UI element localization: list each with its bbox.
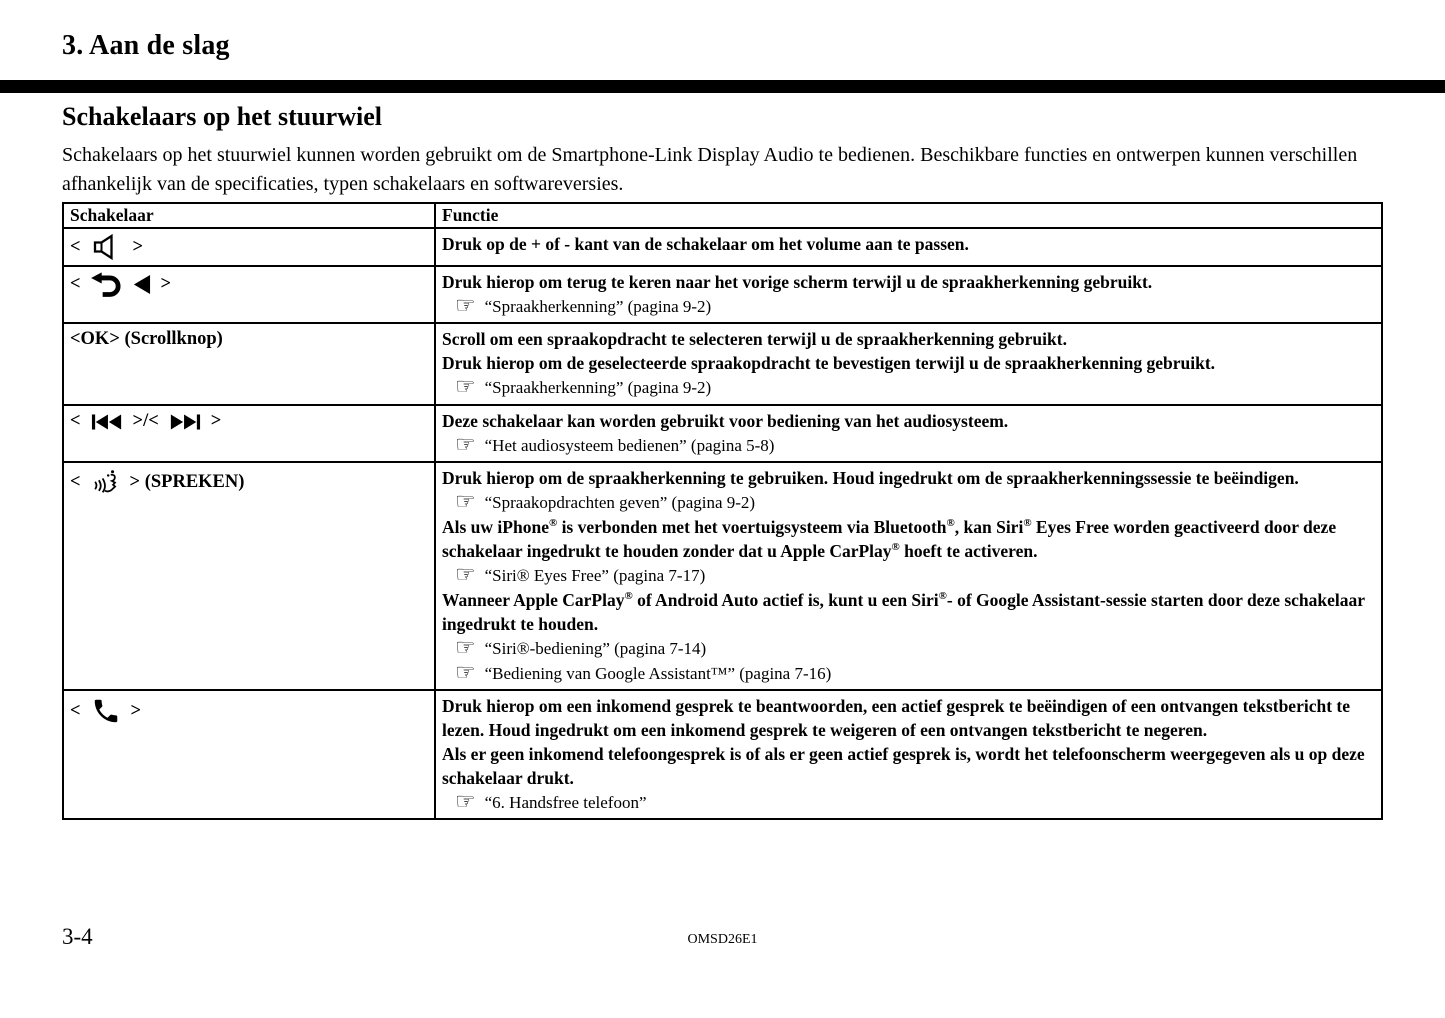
switch-label-text: < (70, 411, 81, 431)
speak-icon (91, 468, 120, 496)
function-cell (435, 405, 1382, 462)
pointing-hand-icon: ☞ (455, 374, 476, 400)
function-text: Als er geen inkomend telefoongesprek is of als er geen actief gesprek is, wordt het telefoonscherm weergegeven als u op deze schakelaar drukt. (442, 744, 1365, 788)
switch-label-text: > (210, 411, 222, 431)
table-row (63, 405, 1382, 462)
reference-text: “Bediening van Google Assistant™” (pagina 7-16) (484, 664, 832, 683)
column-header-function: Functie (435, 203, 1382, 228)
switch-label-text: < (70, 274, 81, 294)
table-row (63, 323, 1382, 405)
switch-cell-content (70, 327, 428, 350)
switch-cell-content (70, 270, 428, 297)
intro-paragraph: Schakelaars op het stuurwiel kunnen worden gebruikt om de Smartphone-Link Display Audio te bedienen. Beschikbare functies en ontwerpen kunnen verschillen afhankelijk van de specificaties, typen schakelaars en softwareversies. (62, 144, 1358, 195)
reference-line (442, 375, 1375, 400)
reference-text: “Spraakherkenning” (pagina 9-2) (484, 378, 712, 397)
reference-line (442, 490, 1375, 515)
function-text: Scroll om een spraakopdracht te selecteren terwijl u de spraakherkenning gebruikt. (442, 329, 1067, 349)
switch-label-text: < (70, 471, 81, 492)
switch-cell-content (70, 694, 428, 726)
table-row (63, 228, 1382, 266)
reference-text: “Spraakherkenning” (pagina 9-2) (484, 297, 712, 316)
switch-label-text: <OK> (Scrollknop) (70, 329, 223, 349)
reference-line (442, 294, 1375, 319)
switch-cell (63, 690, 435, 819)
function-text: Druk hierop om de geselecteerde spraakopdracht te bevestigen terwijl u de spraakherkenning gebruikt. (442, 353, 1216, 373)
reference-text: “6. Handsfree telefoon” (484, 793, 647, 812)
switch-label-text: > (160, 274, 172, 294)
chapter-divider-bar (0, 80, 1445, 93)
pointing-hand-icon: ☞ (455, 293, 476, 319)
prev-track-icon (91, 413, 123, 431)
pointing-hand-icon: ☞ (455, 432, 476, 458)
function-cell (435, 266, 1382, 323)
function-text: Als uw iPhone® is verbonden met het voertuigsysteem via Bluetooth®, kan Siri® Eyes Free worden geactiveerd door deze schakelaar ingedrukt te houden zonder dat u Apple CarPlay® hoeft te activeren. (442, 517, 1337, 561)
reference-line (442, 563, 1375, 588)
next-track-icon (169, 413, 201, 431)
chapter-title: 3. Aan de slag (62, 30, 230, 61)
switch-label-text: >/< (132, 411, 159, 431)
left-triangle-icon (132, 274, 151, 295)
pointing-hand-icon: ☞ (455, 660, 476, 686)
reference-line (442, 433, 1375, 458)
function-cell (435, 228, 1382, 266)
function-text: Wanneer Apple CarPlay® of Android Auto actief is, kunt u een Siri®- of Google Assistant-sessie starten door deze schakelaar ingedrukt te houden. (442, 590, 1365, 634)
function-text: Druk hierop om terug te keren naar het vorige scherm terwijl u de spraakherkenning gebruikt. (442, 272, 1153, 292)
switch-label-text: < (70, 700, 81, 721)
phone-icon (91, 696, 121, 726)
switch-cell (63, 323, 435, 405)
switch-cell-content (70, 409, 428, 432)
reference-text: “Spraakopdrachten geven” (pagina 9-2) (484, 493, 756, 512)
pointing-hand-icon: ☞ (455, 789, 476, 815)
table-row (63, 690, 1382, 819)
page-number: 3-4 (62, 924, 93, 949)
switch-label-text: > (132, 236, 144, 257)
document-code: OMSD26E1 (687, 932, 758, 947)
function-cell (435, 462, 1382, 690)
table-row (63, 266, 1382, 323)
function-cell (435, 323, 1382, 405)
function-text: Druk hierop om een inkomend gesprek te beantwoorden, een actief gesprek te beëindigen of een ontvangen tekstbericht te lezen. Houd ingedrukt om een inkomend gesprek te weigeren of een ontvangen tekstbericht te negeren. (442, 696, 1350, 740)
table-header-row (63, 203, 1382, 228)
switch-label-text: > (SPREKEN) (129, 471, 245, 492)
steering-wheel-switch-table (62, 202, 1383, 820)
reference-text: “Siri®-bediening” (pagina 7-14) (484, 639, 707, 658)
function-cell (435, 690, 1382, 819)
switch-label-text: < (70, 236, 81, 257)
switch-cell-content (70, 466, 428, 496)
reference-text: “Siri® Eyes Free” (pagina 7-17) (484, 566, 706, 585)
pointing-hand-icon: ☞ (455, 489, 476, 515)
pointing-hand-icon: ☞ (455, 635, 476, 661)
reference-line (442, 636, 1375, 661)
switch-label-text: > (130, 700, 142, 721)
table-row (63, 462, 1382, 690)
function-text: Deze schakelaar kan worden gebruikt voor bediening van het audiosysteem. (442, 411, 1009, 431)
switch-cell-content (70, 232, 428, 260)
function-text: Druk op de + of - kant van de schakelaar om het volume aan te passen. (442, 234, 969, 254)
return-arrow-icon (91, 272, 122, 297)
reference-line (442, 661, 1375, 686)
switch-cell (63, 405, 435, 462)
function-text: Druk hierop om de spraakherkenning te gebruiken. Houd ingedrukt om de spraakherkenningssessie te beëindigen. (442, 468, 1299, 488)
switch-cell (63, 462, 435, 690)
column-header-switch: Schakelaar (63, 203, 435, 228)
switch-cell (63, 228, 435, 266)
switch-cell (63, 266, 435, 323)
section-title: Schakelaars op het stuurwiel (62, 102, 382, 131)
reference-text: “Het audiosysteem bedienen” (pagina 5-8) (484, 436, 775, 455)
volume-speaker-icon (91, 234, 123, 260)
pointing-hand-icon: ☞ (455, 562, 476, 588)
reference-line (442, 790, 1375, 815)
